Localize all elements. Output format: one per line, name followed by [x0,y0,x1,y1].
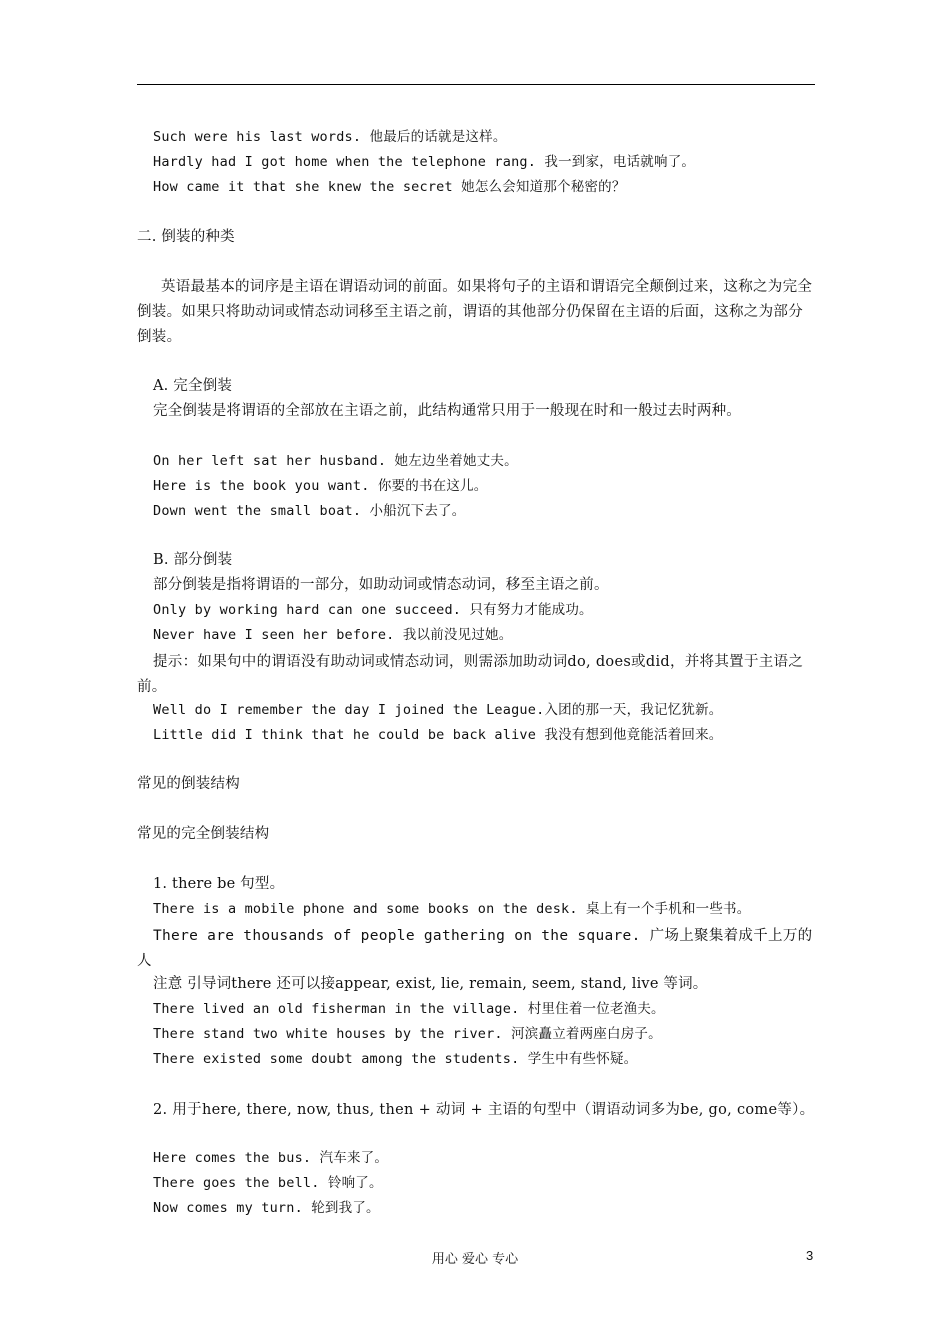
header-rule [137,84,815,85]
example-line: Such were his last words. 他最后的话就是这样。 [153,129,507,145]
example-line: Here is the book you want. 你要的书在这儿。 [153,478,488,494]
intro-paragraph: 英语最基本的词序是主语在谓语动词的前面。如果将句子的主语和谓语完全颠倒过来，这称之为完全倒装。如果只将助动词或情态动词移至主语之前，谓语的其他部分仍保留在主语的后面，这称之为部分倒装。 [137,279,813,345]
example-line: Never have I seen her before. 我以前没见过她。 [153,627,513,643]
example-line: There existed some doubt among the students. 学生中有些怀疑。 [153,1051,638,1067]
section-heading: 常见的完全倒装结构 [137,826,270,842]
item-title: 2. 用于here, there, now, thus, then + 动词 + 主语的句型中（谓语动词多为be, go, come等）。 [153,1102,815,1118]
subsection-description: 完全倒装是将谓语的全部放在主语之前，此结构通常只用于一般现在时和一般过去时两种。 [153,403,741,419]
section-heading: 常见的倒装结构 [137,776,240,792]
subsection-title: A. 完全倒装 [153,378,233,394]
item-title: 1. there be 句型。 [153,876,285,892]
example-line: There lived an old fisherman in the village. 村里住着一位老渔夫。 [153,1001,665,1017]
tip-paragraph: 提示：如果句中的谓语没有助动词或情态动词，则需添加助动词do, does或did，并将其置于主语之前。 [137,654,804,695]
example-line: Here comes the bus. 汽车来了。 [153,1150,389,1166]
subsection-title: B. 部分倒装 [153,552,233,568]
subsection-description: 部分倒装是指将谓语的一部分，如助动词或情态动词，移至主语之前。 [153,577,609,593]
example-line: Only by working hard can one succeed. 只有努力才能成功。 [153,602,593,618]
example-line: How came it that she knew the secret 她怎么会知道那个秘密的？ [153,179,626,195]
example-line: Well do I remember the day I joined the League.入团的那一天，我记忆犹新。 [153,702,723,718]
page-number: 3 [806,1248,814,1263]
example-line: Now comes my turn. 轮到我了。 [153,1200,380,1216]
example-line: There are thousands of people gathering on the square. 广场上聚集着成千上万的人 [137,928,813,969]
section-heading: 二. 倒装的种类 [137,229,235,245]
footer-motto: 用心 爱心 专心 [431,1252,519,1267]
example-line: There stand two white houses by the river. 河滨矗立着两座白房子。 [153,1026,662,1042]
example-line: There is a mobile phone and some books on the desk. 桌上有一个手机和一些书。 [153,901,751,917]
example-line: Down went the small boat. 小船沉下去了。 [153,503,466,519]
example-line: On her left sat her husband. 她左边坐着她丈夫。 [153,453,518,469]
example-line: Little did I think that he could be back alive 我没有想到他竟能活着回来。 [153,727,723,743]
example-line: Hardly had I got home when the telephone rang. 我一到家，电话就响了。 [153,154,696,170]
example-line: There goes the bell. 铃响了。 [153,1175,383,1191]
note-line: 注意 引导词there 还可以接appear, exist, lie, remain, seem, stand, live 等词。 [153,976,708,992]
